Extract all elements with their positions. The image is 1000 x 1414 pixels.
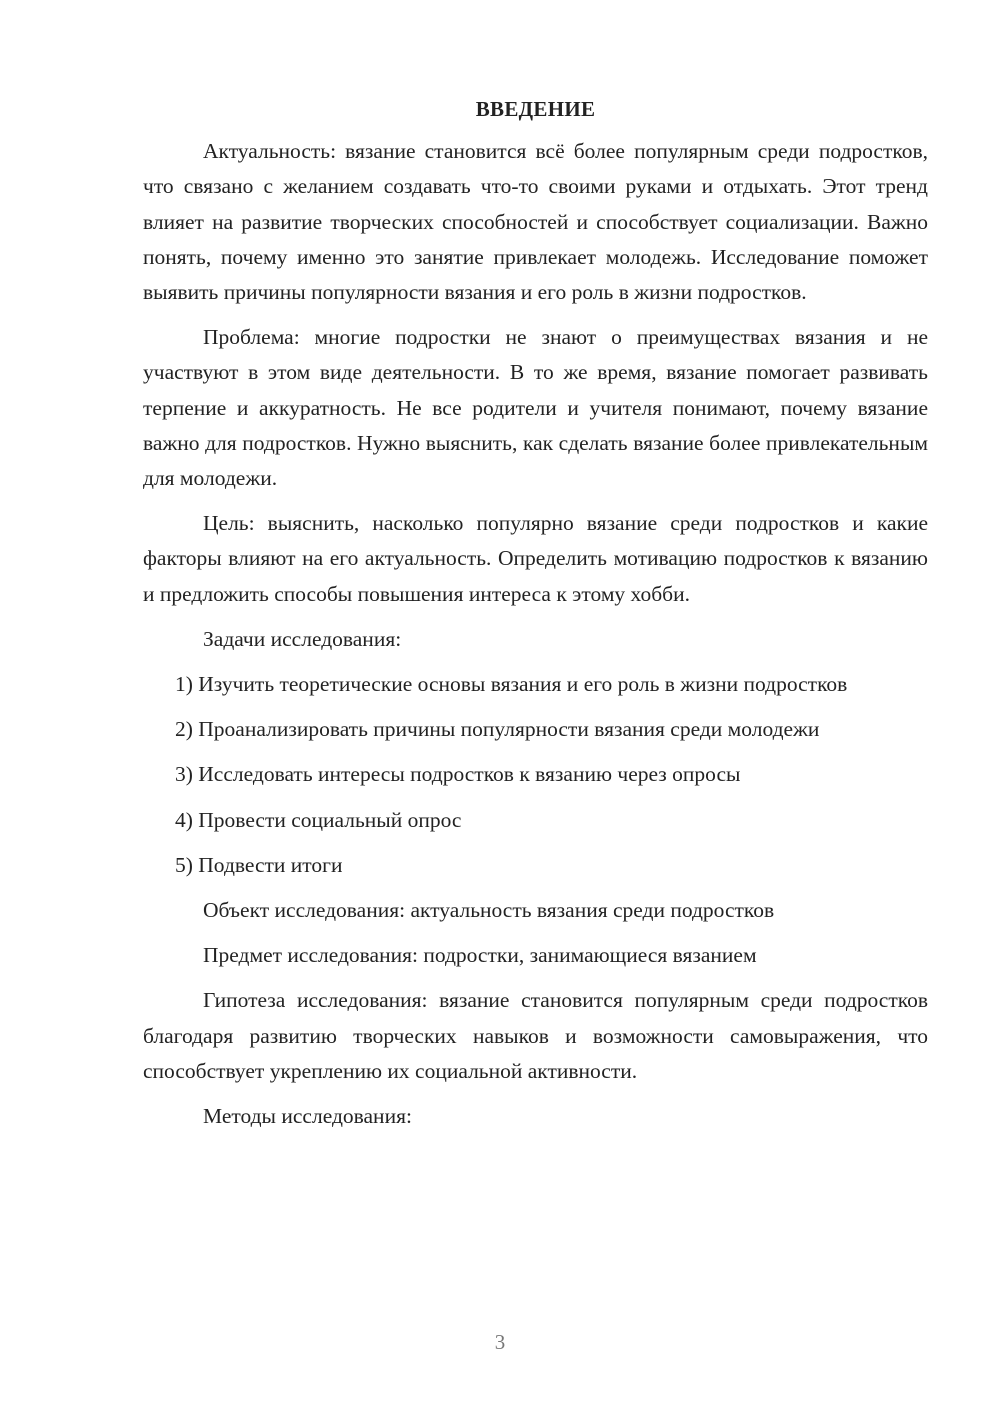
hypothesis-paragraph: Гипотеза исследования: вязание становится популярным среди подростков благодаря развитию творческих навыков и возможности самовыражения, что способствует укреплению их социальной активности. bbox=[143, 988, 928, 1083]
research-object: Объект исследования: актуальность вязания среди подростков bbox=[203, 898, 775, 923]
task-item-1: 1) Изучить теоретические основы вязания и его роль в жизни подростков bbox=[175, 672, 848, 697]
relevance-paragraph: Актуальность: вязание становится всё более популярным среди подростков, что связано с желанием создавать что-то своими руками и отдыхать. Этот тренд влияет на развитие творческих способностей и способствует социализации. Важно понять, почему именно это занятие привлекает молодежь. Исследование поможет выявить причины популярности вязания и его роль в жизни подростков. bbox=[143, 139, 928, 305]
problem-paragraph: Проблема: многие подростки не знают о преимуществах вязания и не участвуют в этом виде деятельности. В то же время, вязание помогает развивать терпение и аккуратность. Не все родители и учителя понимают, почему вязание важно для подростков. Нужно выяснить, как сделать вязание более привлекательным для молодежи. bbox=[143, 325, 928, 491]
page-number: 3 bbox=[494, 1330, 506, 1354]
research-subject: Предмет исследования: подростки, занимающиеся вязанием bbox=[203, 943, 757, 968]
page-content bbox=[143, 92, 928, 1144]
tasks-heading: Задачи исследования: bbox=[203, 626, 402, 651]
task-item-5: 5) Подвести итоги bbox=[175, 852, 343, 877]
task-item-2: 2) Проанализировать причины популярности вязания среди молодежи bbox=[175, 717, 820, 742]
methods-heading: Методы исследования: bbox=[203, 1104, 412, 1129]
task-item-3: 3) Исследовать интересы подростков к вязанию через опросы bbox=[175, 762, 741, 787]
task-item-4: 4) Провести социальный опрос bbox=[175, 807, 462, 832]
goal-paragraph: Цель: выяснить, насколько популярно вязание среди подростков и какие факторы влияют на его актуальность. Определить мотивацию подростков к вязанию и предложить способы повышения интереса к этому хобби. bbox=[143, 511, 928, 606]
section-title: ВВЕДЕНИЕ bbox=[475, 97, 596, 121]
